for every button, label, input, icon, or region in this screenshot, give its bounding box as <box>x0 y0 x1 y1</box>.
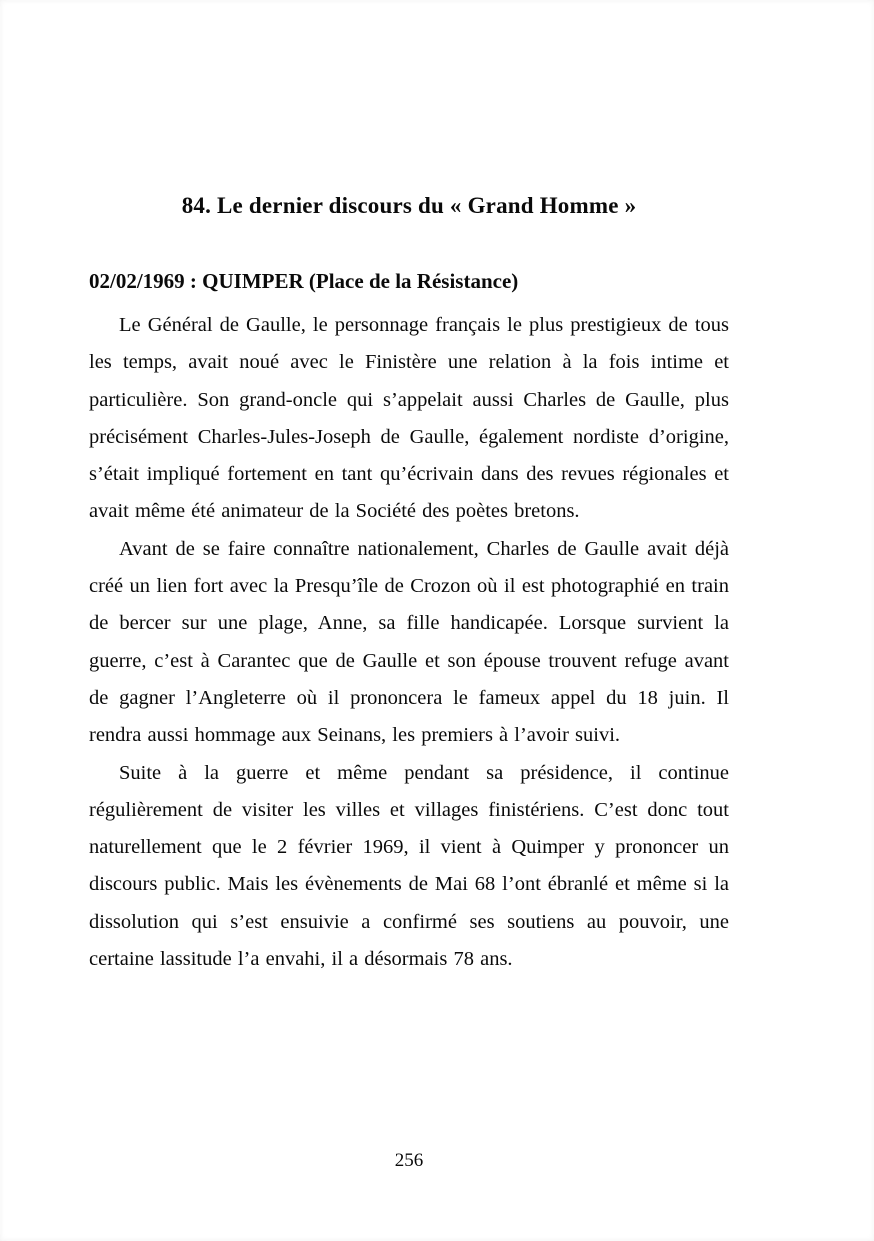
section-heading: 02/02/1969 : QUIMPER (Place de la Résistance) <box>89 269 519 293</box>
paragraph: Le Général de Gaulle, le personnage français le plus prestigieux de tous les temps, avait noué avec le Finistère une relation à la fois intime et particulière. Son grand-oncle qui s’appelait aussi Charles de Gaulle, plus précisément Charles-Jules-Joseph de Gaulle, également nordiste d’origine, s’était impliqué fortement en tant qu’écrivain dans des revues régionales et avait même été animateur de la Société des poètes bretons. <box>89 314 729 523</box>
chapter-title: 84. Le dernier discours du « Grand Homme » <box>181 193 637 218</box>
paragraph: Suite à la guerre et même pendant sa présidence, il continue régulièrement de visiter les villes et villages finistériens. C’est donc tout naturellement que le 2 février 1969, il vient à Quimper y prononcer un discours public. Mais les évènements de Mai 68 l’ont ébranlé et même si la dissolution qui s’est ensuivie a confirmé ses soutiens au pouvoir, une certaine lassitude l’a envahi, il a désormais 78 ans. <box>89 761 729 971</box>
paragraph: Avant de se faire connaître nationalement, Charles de Gaulle avait déjà créé un lien fort avec la Presqu’île de Crozon où il est photographié en train de bercer sur une plage, Anne, sa fille handicapée. Lorsque survient la guerre, c’est à Carantec que de Gaulle et son épouse trouvent refuge avant de gagner l’Angleterre où il prononcera le fameux appel du 18 juin. Il rendra aussi hommage aux Seinans, les premiers à l’avoir suivi. <box>89 537 729 747</box>
body-copy <box>89 307 729 978</box>
text-block <box>89 0 729 978</box>
page-number: 256 <box>394 1150 424 1171</box>
